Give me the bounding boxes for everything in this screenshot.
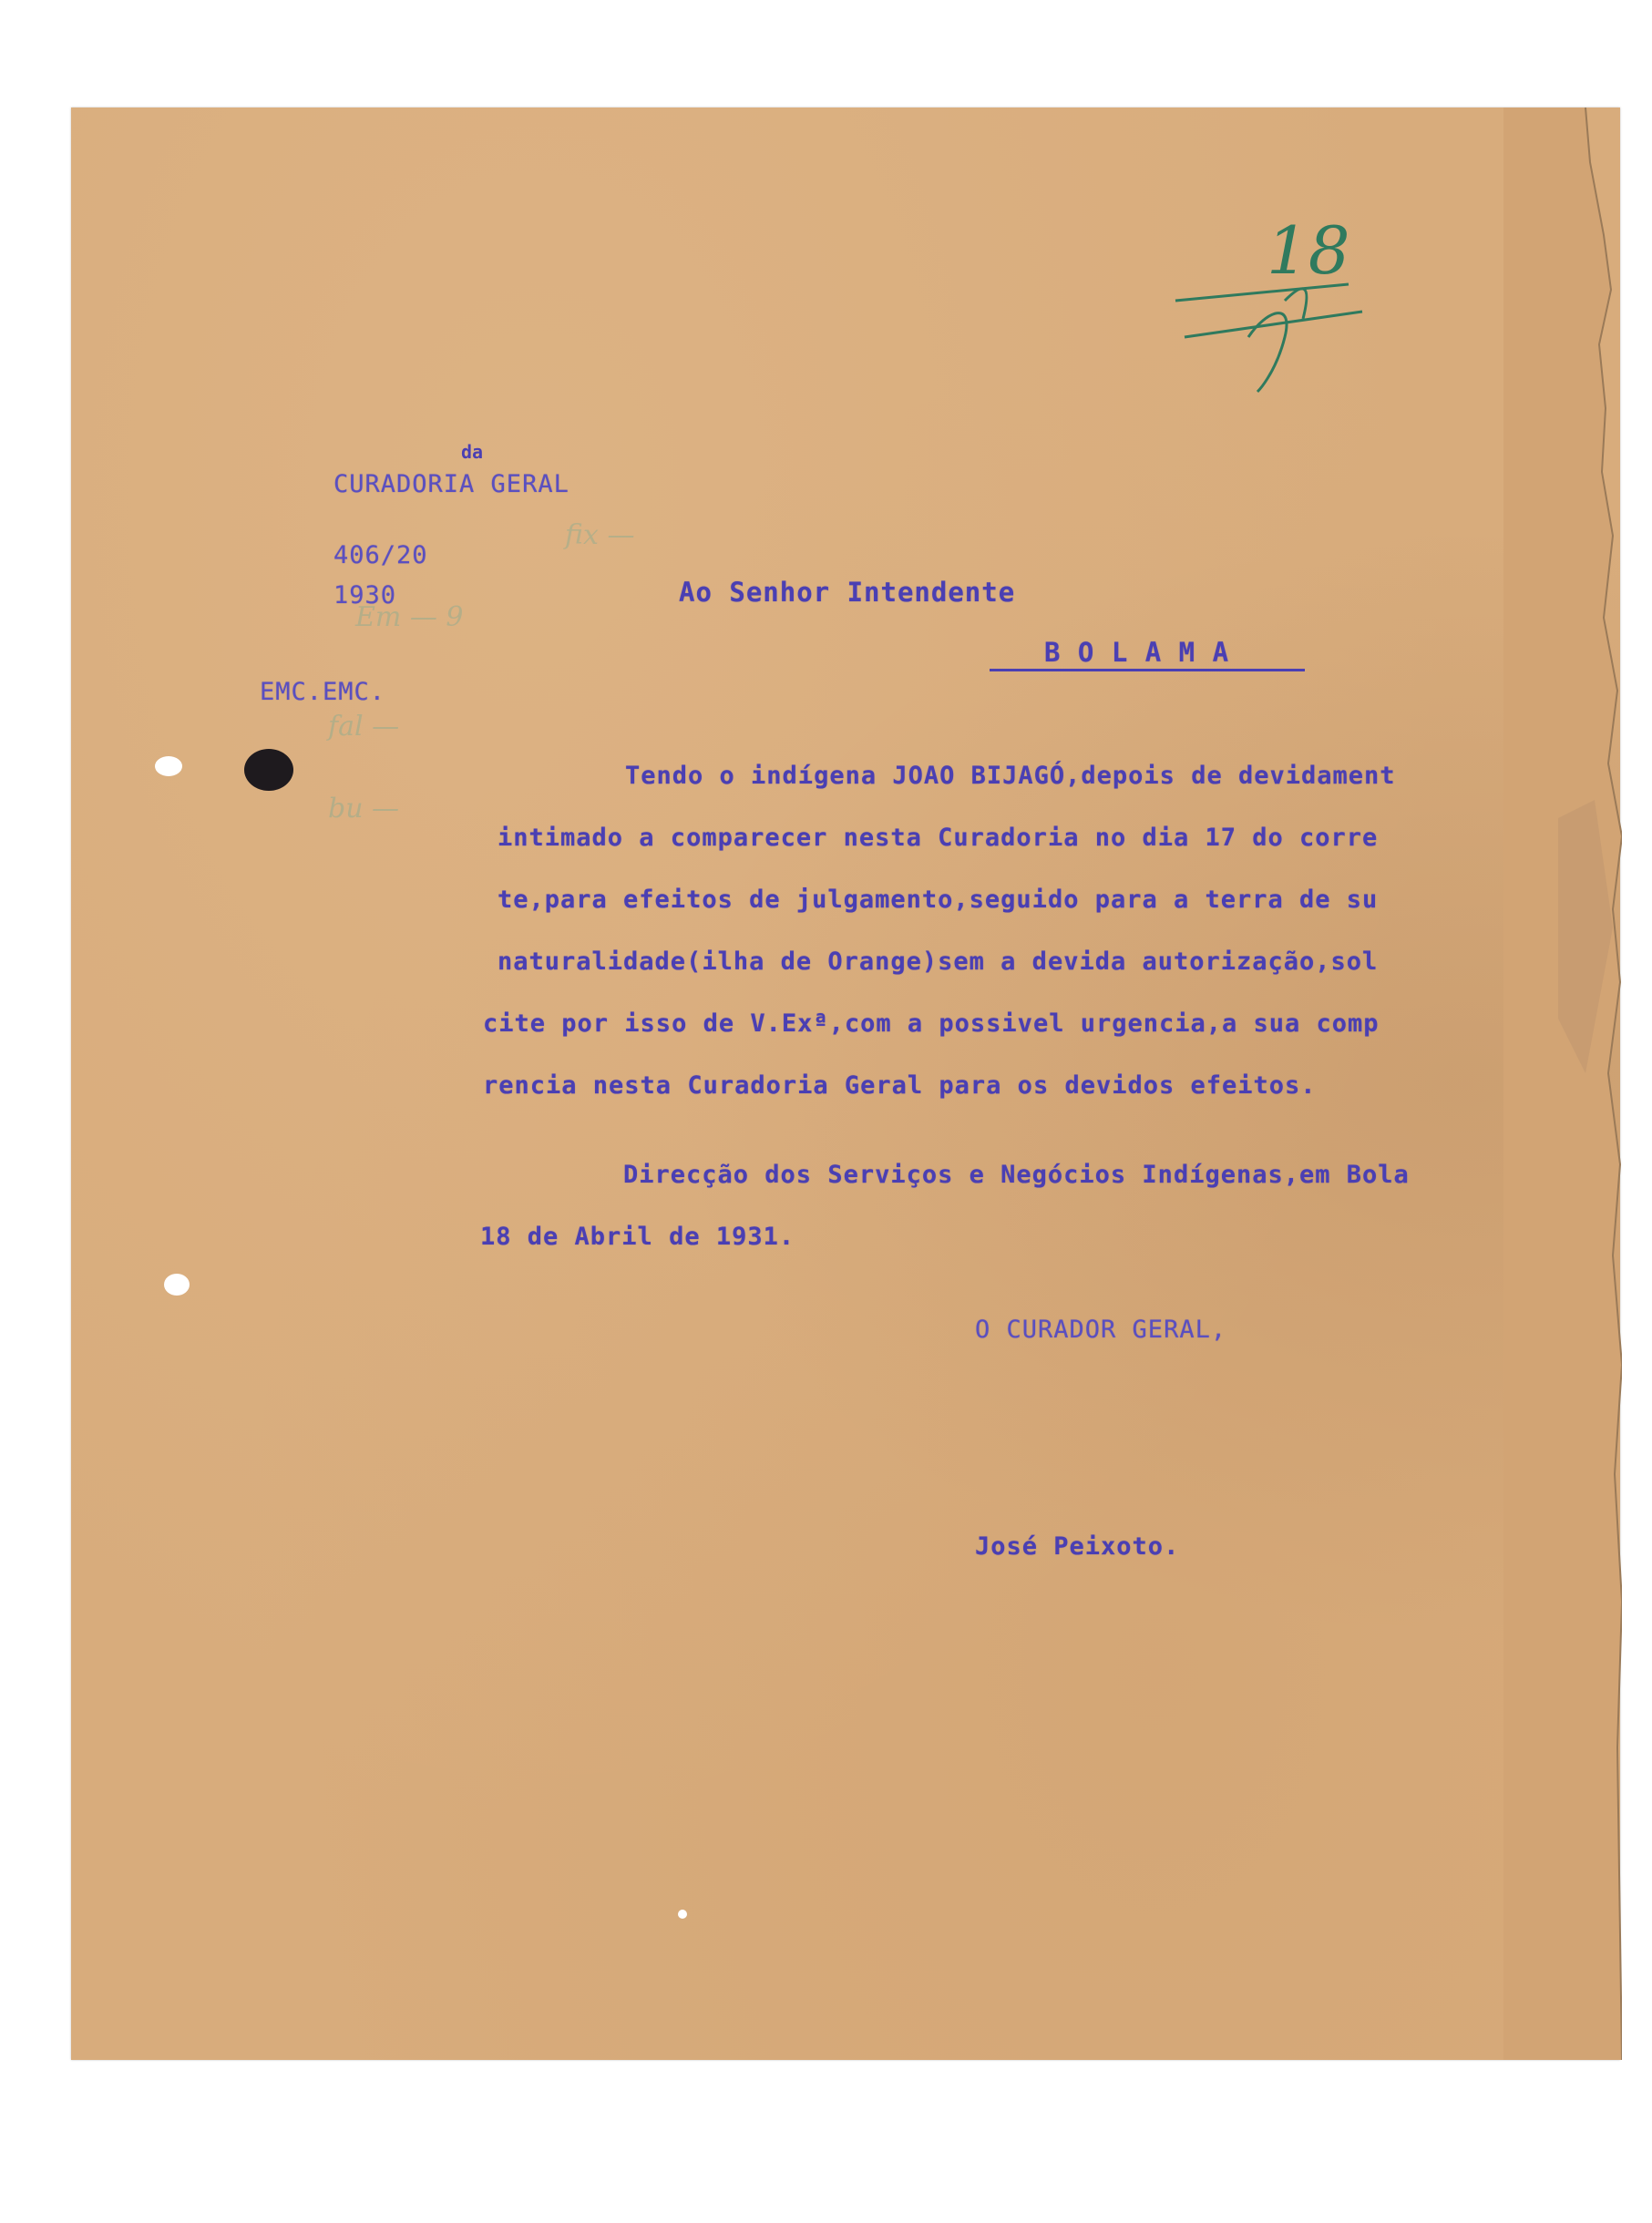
body-line-4: naturalidade(ilha de Orange)sem a devida autorização,sol: [498, 948, 1379, 976]
signatory-title: O CURADOR GERAL,: [975, 1316, 1227, 1344]
typist-initials: EMC.EMC.: [260, 678, 386, 706]
office-name: CURADORIA GERAL: [333, 470, 569, 498]
ghost-offset-writing: fix —: [565, 519, 635, 551]
reference-number: 406/20: [333, 541, 428, 569]
body-line-6: rencia nesta Curadoria Geral para os devidos efeitos.: [483, 1071, 1317, 1100]
punch-hole: [155, 756, 182, 776]
small-hole: [678, 1910, 687, 1919]
body-line-1: Tendo o indígena JOAO BIJAGÓ,depois de devidament: [625, 762, 1396, 790]
folio-number: 18: [1267, 212, 1350, 289]
punch-hole: [164, 1274, 190, 1296]
addressee-salutation: Ao Senhor Intendente: [679, 577, 1016, 608]
ink-blot: [244, 749, 293, 791]
torn-edge: [1503, 108, 1622, 2060]
ghost-offset-writing: bu —: [328, 793, 400, 825]
folio-mark: [1166, 200, 1376, 401]
reference-year: 1930: [333, 581, 397, 610]
place-underline: [990, 669, 1305, 671]
header-da: da: [461, 441, 484, 463]
body-line-5: cite por isso de V.Exª,com a possivel urgencia,a sua comp: [483, 1009, 1380, 1038]
signatory-name: José Peixoto.: [975, 1532, 1180, 1561]
addressee-place: B O L A M A: [1044, 637, 1230, 668]
closing-location: Direcção dos Serviços e Negócios Indígenas,em Bola: [623, 1161, 1410, 1189]
closing-date: 18 de Abril de 1931.: [480, 1223, 795, 1251]
ghost-offset-writing: Em — 9: [355, 601, 464, 633]
body-line-3: te,para efeitos de julgamento,seguido para a terra de su: [498, 886, 1379, 914]
ghost-offset-writing: fal —: [328, 711, 400, 743]
body-line-2: intimado a comparecer nesta Curadoria no dia 17 do corre: [498, 824, 1379, 852]
